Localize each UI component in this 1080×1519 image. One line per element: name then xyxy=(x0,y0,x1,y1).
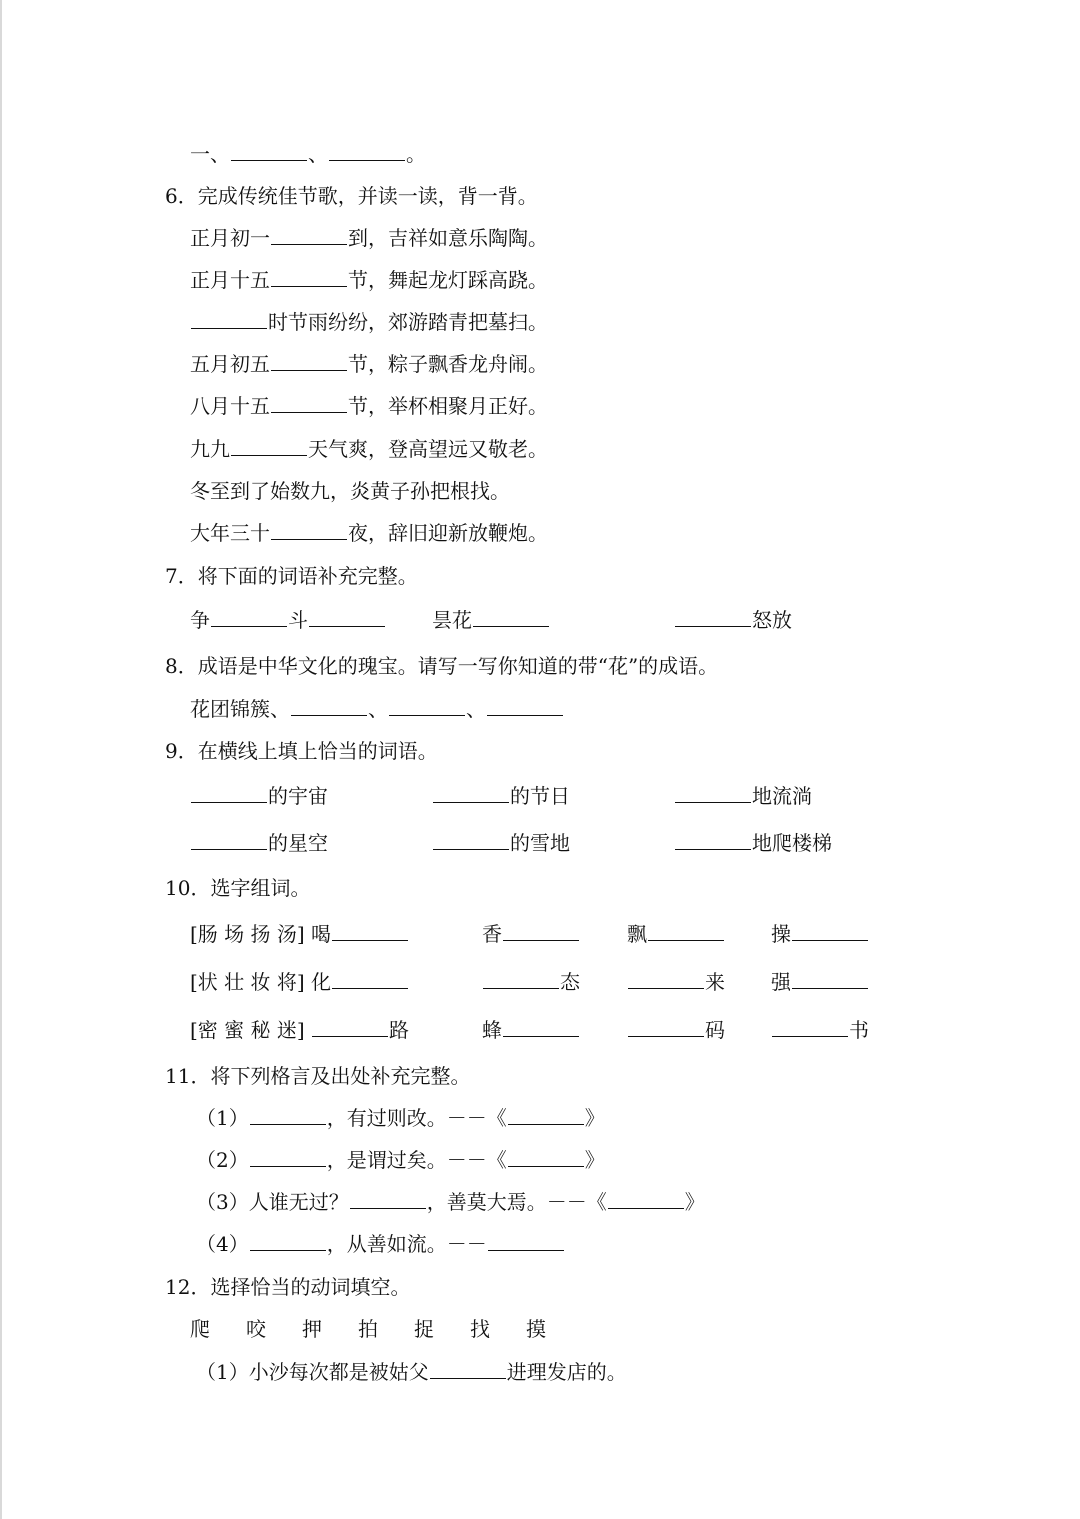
answer-blank[interactable] xyxy=(271,226,347,245)
answer-blank[interactable] xyxy=(483,970,559,989)
answer-blank[interactable] xyxy=(332,922,408,941)
q7-item-1 xyxy=(190,606,386,634)
text: 香 xyxy=(482,922,502,946)
text: 八月十五 xyxy=(190,394,270,418)
text: 的节日 xyxy=(510,784,570,808)
text: 昙花 xyxy=(432,608,472,632)
q6-line-8 xyxy=(190,519,548,547)
q7-item-2 xyxy=(432,606,550,634)
q7-title: 7．将下面的词语补充完整。 xyxy=(165,564,418,588)
q11-item-3 xyxy=(196,1188,705,1216)
q10-item xyxy=(482,1016,580,1044)
text: 时节雨纷纷，郊游踏青把墓扫。 xyxy=(268,310,548,334)
q10-item xyxy=(482,968,580,996)
answer-blank[interactable] xyxy=(291,697,367,716)
text: 态 xyxy=(560,970,580,994)
answer-blank[interactable] xyxy=(792,922,868,941)
answer-blank[interactable] xyxy=(250,1232,326,1251)
answer-blank[interactable] xyxy=(628,970,704,989)
answer-blank[interactable] xyxy=(508,1148,584,1167)
text: 人谁无过？ xyxy=(248,1190,349,1214)
answer-blank[interactable] xyxy=(250,1106,326,1125)
text: 节，举杯相聚月正好。 xyxy=(348,394,548,418)
text: 书 xyxy=(849,1018,869,1042)
text: 节，舞起龙灯踩高跷。 xyxy=(348,268,548,292)
text: 码 xyxy=(705,1018,725,1042)
q10-item xyxy=(482,920,580,948)
text: 地流淌 xyxy=(752,784,812,808)
q10-item xyxy=(771,968,869,996)
answer-blank[interactable] xyxy=(430,1360,506,1379)
answer-blank[interactable] xyxy=(271,352,347,371)
text: 花团锦簇、 xyxy=(190,697,290,721)
q11-title: 11．将下列格言及出处补充完整。 xyxy=(165,1064,471,1088)
answer-blank[interactable] xyxy=(332,970,408,989)
answer-blank[interactable] xyxy=(271,521,347,540)
answer-blank[interactable] xyxy=(191,831,267,850)
text: 》 xyxy=(584,1106,605,1130)
q9-item xyxy=(674,782,812,810)
answer-blank[interactable] xyxy=(488,1232,564,1251)
text: 》 xyxy=(584,1148,605,1172)
text: 来 xyxy=(705,970,725,994)
answer-blank[interactable] xyxy=(271,394,347,413)
q6-line-1 xyxy=(190,224,548,252)
text: 的雪地 xyxy=(510,831,570,855)
text: （1）小沙每次都是被姑父 xyxy=(196,1360,429,1384)
top-continuation-line xyxy=(190,140,426,168)
answer-blank[interactable] xyxy=(329,142,405,161)
text: 、 xyxy=(368,697,388,721)
q10-item xyxy=(627,968,725,996)
q10-item xyxy=(771,920,869,948)
q6-line-2 xyxy=(190,266,548,294)
answer-blank[interactable] xyxy=(648,922,724,941)
q9-item xyxy=(190,829,328,857)
text: 。 xyxy=(406,142,426,166)
text: 》 xyxy=(684,1190,705,1214)
answer-blank[interactable] xyxy=(191,784,267,803)
text: 争 xyxy=(190,608,210,632)
text: 强 xyxy=(771,970,791,994)
q10-item xyxy=(627,920,725,948)
text: （1） xyxy=(196,1106,249,1130)
text: 的星空 xyxy=(268,831,328,855)
text: （2） xyxy=(196,1148,249,1172)
q10-group-2 xyxy=(190,968,409,996)
answer-blank[interactable] xyxy=(231,142,307,161)
answer-blank[interactable] xyxy=(433,831,509,850)
text: 节，粽子飘香龙舟闹。 xyxy=(348,352,548,376)
text: ，有过则改。－－《 xyxy=(326,1106,507,1130)
q6-line-3 xyxy=(190,308,548,336)
text: 到，吉祥如意乐陶陶。 xyxy=(348,226,548,250)
text: 的宇宙 xyxy=(268,784,328,808)
text: 怒放 xyxy=(752,608,792,632)
text: 天气爽，登高望远又敬老。 xyxy=(308,437,548,461)
q11-item-1 xyxy=(196,1104,605,1132)
answer-blank[interactable] xyxy=(350,1190,426,1209)
answer-blank[interactable] xyxy=(473,608,549,627)
answer-blank[interactable] xyxy=(508,1106,584,1125)
q12-title: 12．选择恰当的动词填空。 xyxy=(165,1275,411,1299)
text: 蜂 xyxy=(482,1018,502,1042)
q10-item xyxy=(771,1016,869,1044)
text: ，善莫大焉。－－《 xyxy=(426,1190,607,1214)
text: 操 xyxy=(771,922,791,946)
q10-item xyxy=(627,1016,725,1044)
text: ，从善如流。－－ xyxy=(326,1232,487,1256)
answer-blank[interactable] xyxy=(675,608,751,627)
char-options: [密 蜜 秘 迷] xyxy=(190,1018,305,1042)
q6-title: 6．完成传统佳节歌，并读一读，背一背。 xyxy=(165,184,538,208)
text: ，是谓过矣。－－《 xyxy=(326,1148,507,1172)
q10-group-1 xyxy=(190,920,409,948)
answer-blank[interactable] xyxy=(675,831,751,850)
q8-answer-line xyxy=(190,695,564,723)
text: 飘 xyxy=(627,922,647,946)
text: 大年三十 xyxy=(190,521,270,545)
q9-item xyxy=(432,782,570,810)
q9-item xyxy=(190,782,328,810)
answer-blank[interactable] xyxy=(389,697,465,716)
text: 九九 xyxy=(190,437,230,461)
text: 进理发店的。 xyxy=(506,1360,627,1384)
text: 路 xyxy=(389,1018,410,1042)
answer-blank[interactable] xyxy=(271,268,347,287)
q7-item-3 xyxy=(674,606,792,634)
char-options: [状 壮 妆 将] xyxy=(190,970,305,994)
text: 夜，辞旧迎新放鞭炮。 xyxy=(348,521,548,545)
answer-blank[interactable] xyxy=(503,922,579,941)
text: 斗 xyxy=(288,608,308,632)
q10-title: 10．选字组词。 xyxy=(165,876,311,900)
q12-verb-options: 爬 咬 押 拍 捉 找 摸 xyxy=(190,1317,554,1341)
answer-blank[interactable] xyxy=(250,1148,326,1167)
text: 喝 xyxy=(311,922,332,946)
q6-line-7: 冬至到了始数九，炎黄子孙把根找。 xyxy=(190,479,510,503)
q11-item-4 xyxy=(196,1230,565,1258)
q12-sentence-1 xyxy=(196,1358,627,1386)
q6-line-6 xyxy=(190,435,548,463)
q9-item xyxy=(432,829,570,857)
q8-title: 8．成语是中华文化的瑰宝。请写一写你知道的带“花”的成语。 xyxy=(165,654,719,678)
text: 地爬楼梯 xyxy=(752,831,832,855)
answer-blank[interactable] xyxy=(772,1018,848,1037)
text: 、 xyxy=(308,142,328,166)
text: 五月初五 xyxy=(190,352,270,376)
answer-blank[interactable] xyxy=(191,310,267,329)
q11-item-2 xyxy=(196,1146,605,1174)
answer-blank[interactable] xyxy=(231,437,307,456)
answer-blank[interactable] xyxy=(792,970,868,989)
text: 、 xyxy=(466,697,486,721)
text: 正月初一 xyxy=(190,226,270,250)
text: 一、 xyxy=(190,142,230,166)
text: 正月十五 xyxy=(190,268,270,292)
q6-line-4 xyxy=(190,350,548,378)
text: （4） xyxy=(196,1232,249,1256)
q9-title: 9．在横线上填上恰当的词语。 xyxy=(165,739,438,763)
answer-blank[interactable] xyxy=(628,1018,704,1037)
answer-blank[interactable] xyxy=(309,608,385,627)
answer-blank[interactable] xyxy=(211,608,287,627)
q10-group-3 xyxy=(190,1016,409,1044)
text: （3） xyxy=(196,1190,249,1214)
char-options: [肠 场 扬 汤] xyxy=(190,922,305,946)
q6-line-5 xyxy=(190,392,548,420)
answer-blank[interactable] xyxy=(675,784,751,803)
answer-blank[interactable] xyxy=(503,1018,579,1037)
text: 化 xyxy=(311,970,332,994)
answer-blank[interactable] xyxy=(312,1018,388,1037)
answer-blank[interactable] xyxy=(433,784,509,803)
answer-blank[interactable] xyxy=(487,697,563,716)
q9-item xyxy=(674,829,832,857)
answer-blank[interactable] xyxy=(608,1190,684,1209)
